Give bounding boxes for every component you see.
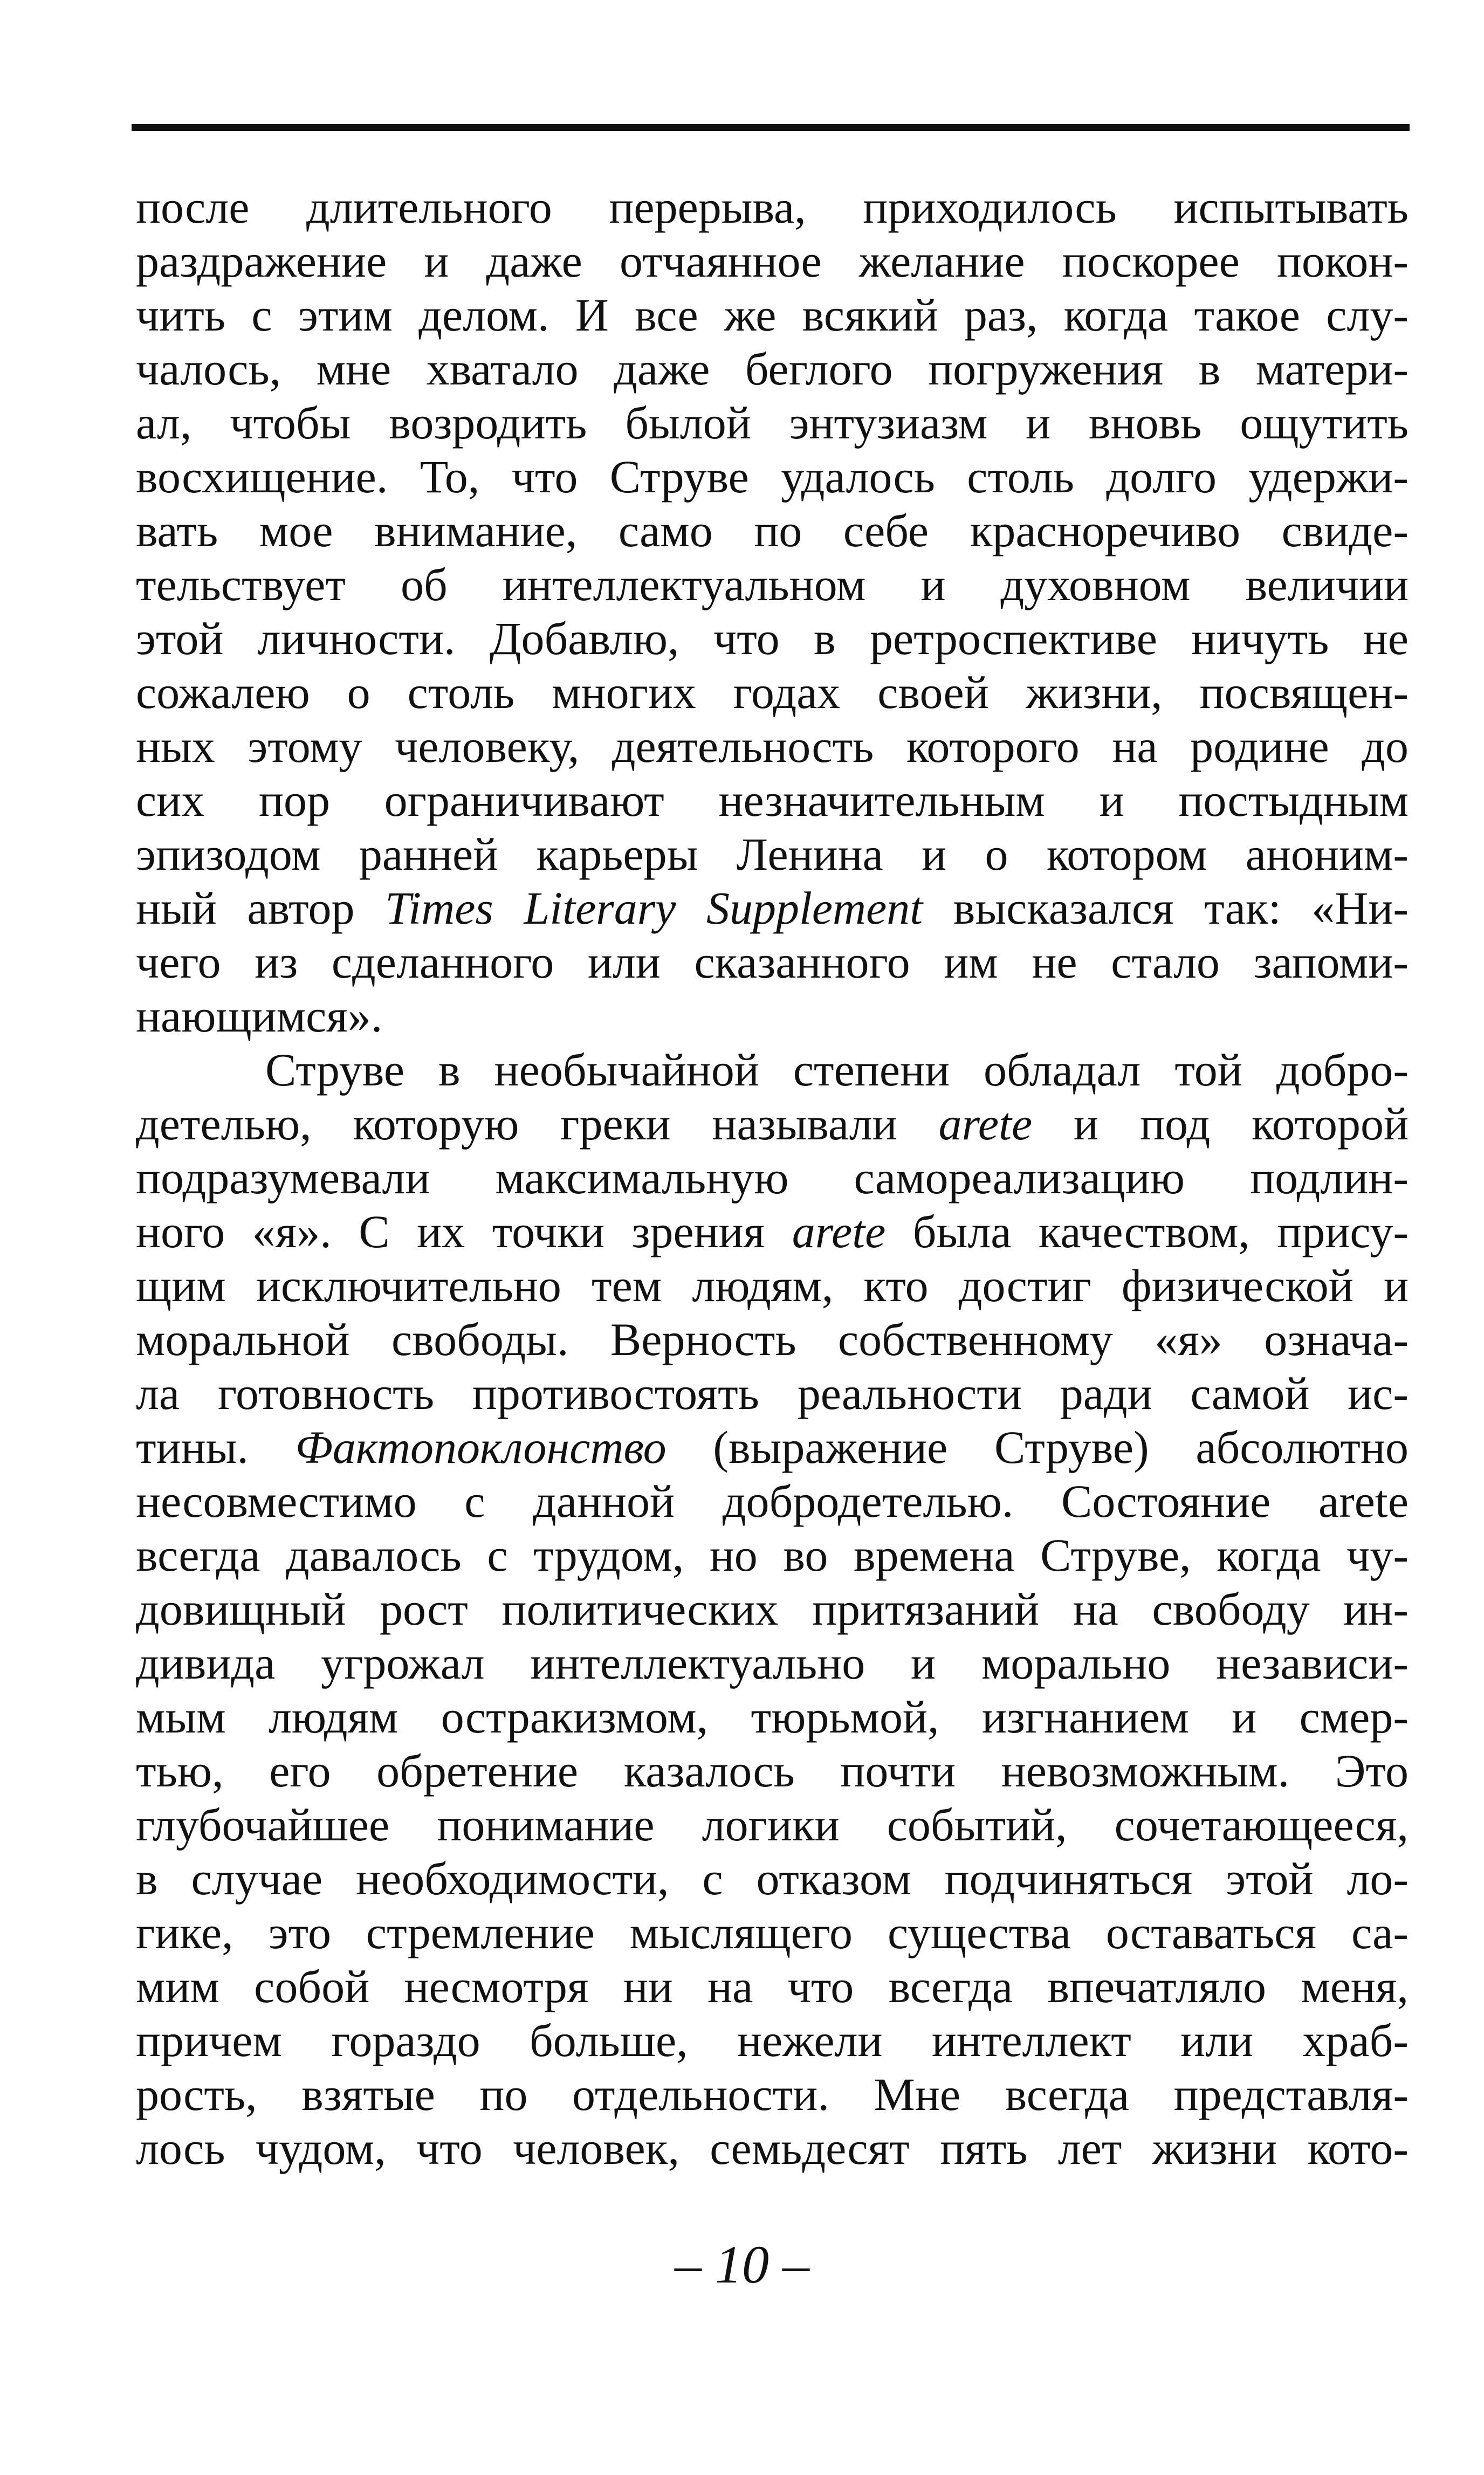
text-span: ный автор [136,882,386,934]
header-rule [132,124,1410,131]
text-line: моральной свободы. Верность собственному «я» означа- [136,1314,1409,1365]
text-line: в случае необходимости, с отказом подчиняться этой ло- [136,1853,1409,1905]
text-line: раздражение и даже отчаянное желание поскорее покон- [136,235,1409,287]
text-line: эпизодом ранней карьеры Ленина и о котором аноним- [136,828,1409,880]
text-line: всегда давалось с трудом, но во времена Струве, когда чу- [136,1529,1409,1581]
text-line-with-italic [136,1205,1409,1259]
text-line: лось чудом, что человек, семьдесят пять лет жизни кото- [136,2122,1409,2174]
text-line: глубочайшее понимание логики событий, сочетающееся, [136,1799,1409,1851]
text-span: (выражение Струве) абсолютно [666,1421,1409,1473]
text-line: этой личности. Добавлю, что в ретроспективе ничуть не [136,613,1409,664]
paragraph-start-line: Струве в необычайной степени обладал той добро- [265,1044,1409,1096]
text-span: тины. [136,1421,296,1473]
text-line: причем гораздо больше, нежели интеллект или храб- [136,2015,1409,2066]
page-number: – 10 – [675,2235,809,2294]
italic-term: arete [792,1206,886,1257]
text-line: ных этому человеку, деятельность которого на родине до [136,720,1409,772]
italic-term: arete [938,1098,1033,1150]
text-line: тельствует об интеллектуальном и духовном величии [136,559,1409,610]
text-line: тью, его обретение казалось почти невозможным. Это [136,1745,1409,1797]
text-line: несовместимо с данной добродетелью. Состояние arete [136,1475,1409,1527]
text-line-with-italic [136,1420,1409,1474]
text-line-with-italic [136,1097,1409,1151]
text-span: детелью, которую греки называли [136,1098,939,1150]
text-span: ного «я». С их точки зрения [136,1206,792,1257]
text-line-with-italic [136,881,1409,935]
text-line: чить с этим делом. И все же всякий раз, когда такое слу- [136,289,1409,341]
text-span: была качеством, прису- [885,1206,1409,1257]
text-line: вать мое внимание, само по себе красноречиво свиде- [136,505,1409,556]
text-line: восхищение. То, что Струве удалось столь долго удержи- [136,451,1409,503]
text-line: мим собой несмотря ни на что всегда впечатляло меня, [136,1961,1409,2012]
text-line: сих пор ограничивают незначительным и постыдным [136,774,1409,826]
text-line: сожалею о столь многих годах своей жизни, посвящен- [136,666,1409,718]
text-line: ал, чтобы возродить былой энтузиазм и вновь ощутить [136,397,1409,449]
text-line: после длительного перерыва, приходилось испытывать [136,181,1409,233]
text-line: ла готовность противостоять реальности ради самой ис- [136,1367,1409,1419]
text-line: гике, это стремление мыслящего существа оставаться са- [136,1907,1409,1958]
text-line: мым людям остракизмом, тюрьмой, изгнанием и смер- [136,1691,1409,1743]
text-line: дивида угрожал интеллектуально и морально независи- [136,1637,1409,1689]
text-span: высказался так: «Ни- [923,882,1409,934]
italic-term: Фактопоклонство [295,1421,667,1473]
text-line: чего из сделанного или сказанного им не стало запоми- [136,936,1409,988]
body-text [136,180,1409,2175]
text-line: нающимся». [136,990,383,1042]
text-line: подразумевали максимальную самореализацию подлин- [136,1152,1409,1204]
text-line: рость, взятые по отдельности. Мне всегда представля- [136,2068,1409,2120]
text-line: щим исключительно тем людям, кто достиг физической и [136,1260,1409,1311]
italic-title: Times Literary Supplement [385,882,923,934]
text-span: и под которой [1032,1098,1409,1150]
text-line: довищный рост политических притязаний на свободу ин- [136,1583,1409,1635]
text-line: чалось, мне хватало даже беглого погружения в матери- [136,343,1409,395]
